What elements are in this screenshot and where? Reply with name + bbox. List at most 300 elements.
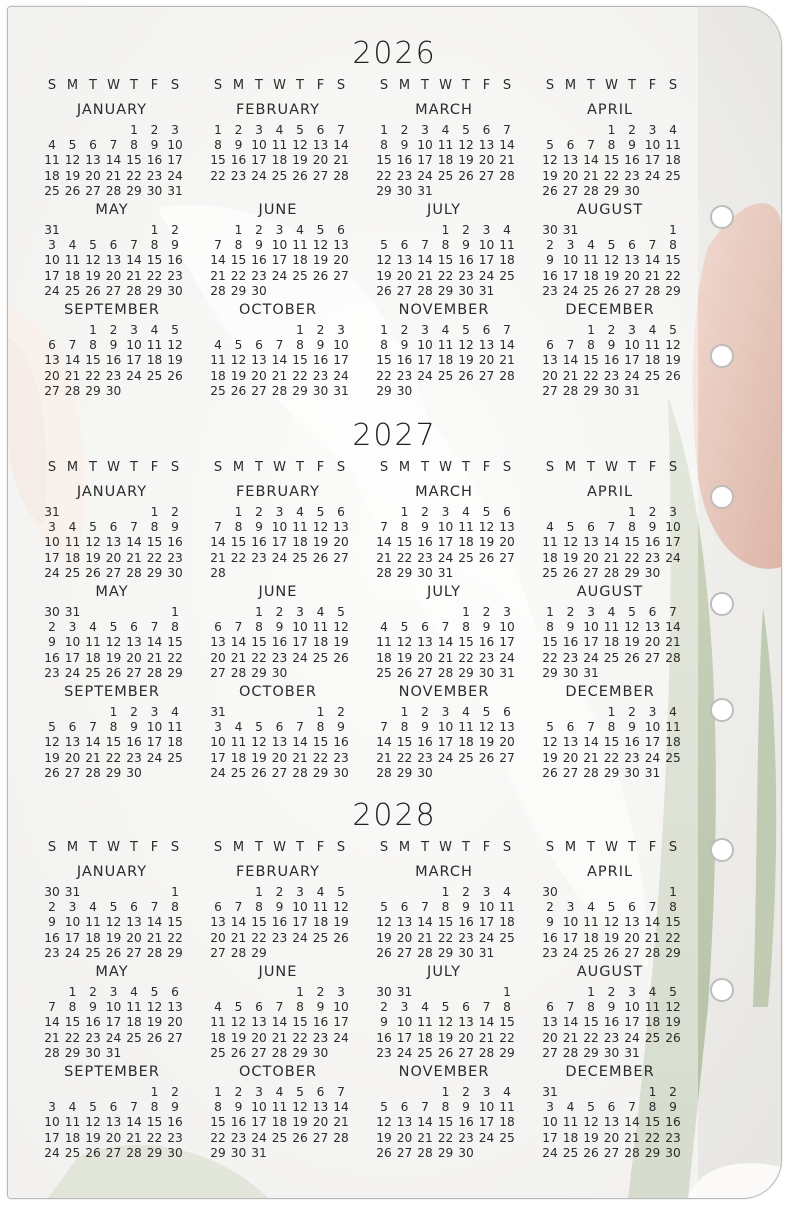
day-number: 25 (210, 383, 226, 398)
day-number: 20 (85, 168, 101, 183)
day-number: 26 (292, 168, 308, 183)
day-number: 19 (312, 535, 329, 550)
day-number: 15 (603, 153, 620, 168)
day-number: 2 (150, 123, 159, 137)
day-number: 30 (167, 565, 183, 580)
weekday-letter: F (648, 460, 657, 475)
day-number: 15 (167, 635, 183, 650)
day-number: 5 (89, 238, 97, 253)
day-number: 19 (665, 353, 681, 368)
day-number: 11 (85, 915, 101, 930)
day-number: 31 (64, 605, 81, 619)
day-number: 23 (167, 550, 183, 565)
day-number: 21 (583, 168, 599, 183)
day-number: 21 (230, 650, 247, 665)
day-number: 27 (624, 945, 640, 960)
day-number: 15 (583, 1015, 599, 1030)
day-number: 24 (271, 268, 288, 283)
day-number: 14 (44, 1015, 60, 1030)
day-number: 17 (271, 535, 288, 550)
day-number: 14 (583, 153, 599, 168)
day-number: 2 (48, 900, 56, 915)
day-number: 15 (146, 253, 163, 268)
day-number: 31 (105, 1045, 122, 1060)
day-number: 13 (105, 535, 122, 550)
day-number: 20 (542, 368, 558, 383)
day-number: 23 (251, 268, 267, 283)
day-number: 5 (150, 985, 159, 999)
day-number: 22 (437, 930, 454, 945)
day-number: 16 (376, 1030, 392, 1045)
day-number: 19 (333, 635, 349, 650)
day-number: 28 (603, 565, 620, 580)
weekday-letter: T (628, 460, 636, 475)
day-number: 24 (478, 1130, 495, 1145)
day-number: 28 (44, 1045, 60, 1060)
day-number: 6 (400, 238, 409, 253)
day-number: 4 (648, 985, 657, 999)
day-number: 8 (150, 520, 159, 535)
day-number: 26 (312, 550, 329, 565)
day-number: 13 (167, 1000, 183, 1015)
day-number: 12 (230, 353, 247, 368)
day-number: 24 (271, 550, 288, 565)
day-number: 10 (251, 1100, 267, 1115)
weekday-letter: F (648, 78, 657, 93)
day-number: 30 (417, 565, 433, 580)
day-number: 28 (583, 183, 599, 198)
day-number: 12 (167, 338, 183, 353)
day-number: 17 (437, 535, 454, 550)
day-number: 4 (462, 505, 470, 519)
month-name: FEBRUARY (235, 864, 321, 880)
weekday-letter: S (379, 78, 389, 93)
day-number: 5 (234, 338, 243, 353)
day-number: 17 (333, 353, 349, 368)
day-number: 27 (105, 565, 122, 580)
day-number: 11 (499, 900, 515, 915)
day-number: 7 (275, 1000, 284, 1015)
day-number: 7 (380, 720, 388, 735)
day-number: 31 (437, 565, 454, 580)
day-number: 17 (644, 153, 661, 168)
day-number: 8 (669, 238, 677, 253)
day-number: 17 (478, 1115, 495, 1130)
day-number: 14 (665, 620, 681, 635)
day-number: 18 (437, 153, 454, 168)
day-number: 22 (542, 650, 558, 665)
day-number: 22 (292, 1030, 308, 1045)
day-number: 5 (296, 123, 304, 137)
month-name: OCTOBER (239, 1064, 317, 1080)
weekday-letter: M (564, 840, 577, 855)
day-number: 15 (251, 915, 267, 930)
day-number: 18 (417, 1030, 433, 1045)
day-number: 23 (458, 1130, 474, 1145)
day-number: 30 (417, 765, 433, 780)
day-number: 21 (44, 1030, 60, 1045)
day-number: 27 (210, 945, 226, 960)
day-number: 24 (624, 368, 640, 383)
day-number: 10 (665, 520, 681, 535)
day-number: 8 (255, 900, 263, 915)
day-number: 2 (546, 900, 554, 915)
day-number: 10 (126, 338, 142, 353)
day-number: 18 (271, 153, 288, 168)
day-number: 10 (44, 1115, 60, 1130)
day-number: 5 (441, 1000, 450, 1015)
day-number: 22 (376, 368, 392, 383)
day-number: 13 (64, 735, 81, 750)
day-number: 2 (648, 505, 657, 519)
day-number: 12 (542, 735, 558, 750)
month-name: JANUARY (76, 102, 148, 118)
day-number: 12 (333, 900, 349, 915)
day-number: 13 (562, 735, 579, 750)
day-number: 3 (400, 1000, 409, 1015)
month-name: APRIL (586, 864, 634, 880)
day-number: 9 (462, 1100, 470, 1115)
day-number: 26 (230, 383, 247, 398)
day-number: 24 (644, 750, 661, 765)
day-number: 6 (48, 338, 56, 353)
day-number: 29 (126, 183, 142, 198)
year-title: 2026 (352, 36, 437, 71)
day-number: 9 (234, 1100, 243, 1115)
day-number: 8 (441, 1100, 450, 1115)
day-number: 17 (251, 1115, 267, 1130)
day-number: 31 (333, 383, 349, 398)
day-number: 26 (603, 945, 620, 960)
weekday-letter: T (462, 78, 470, 93)
day-number: 9 (462, 900, 470, 915)
day-number: 4 (68, 520, 77, 535)
day-number: 2 (380, 1000, 388, 1015)
day-number: 16 (478, 635, 495, 650)
day-number: 4 (275, 123, 284, 137)
day-number: 15 (603, 735, 620, 750)
day-number: 20 (271, 750, 288, 765)
weekday-letter: S (213, 460, 223, 475)
day-number: 12 (292, 138, 308, 153)
day-number: 24 (167, 168, 183, 183)
month-name: SEPTEMBER (64, 302, 160, 318)
day-number: 6 (109, 1100, 118, 1115)
day-number: 8 (234, 520, 243, 535)
day-number: 4 (296, 223, 304, 237)
day-number: 28 (437, 665, 454, 680)
day-number: 28 (271, 1045, 288, 1060)
day-number: 6 (648, 605, 657, 619)
day-number: 20 (105, 1130, 122, 1145)
day-number: 3 (48, 1100, 56, 1115)
day-number: 2 (628, 123, 636, 137)
day-number: 16 (458, 253, 474, 268)
day-number: 11 (376, 635, 392, 650)
day-number: 7 (380, 520, 388, 535)
month-name: MARCH (415, 864, 473, 880)
day-number: 15 (437, 1115, 454, 1130)
day-number: 15 (230, 535, 247, 550)
day-number: 12 (562, 535, 579, 550)
day-number: 21 (478, 1030, 495, 1045)
day-number: 8 (109, 720, 118, 735)
day-number: 3 (171, 123, 179, 137)
day-number: 4 (234, 720, 243, 735)
weekday-letter: S (545, 840, 555, 855)
day-number: 8 (214, 1100, 222, 1115)
day-number: 15 (85, 353, 101, 368)
day-number: 9 (482, 620, 491, 635)
day-number: 25 (542, 565, 558, 580)
day-number: 17 (44, 268, 60, 283)
day-number: 19 (376, 930, 392, 945)
day-number: 30 (478, 665, 495, 680)
day-number: 29 (105, 765, 122, 780)
day-number: 30 (542, 885, 558, 899)
day-number: 23 (542, 283, 558, 298)
day-number: 19 (64, 168, 81, 183)
day-number: 13 (44, 353, 60, 368)
day-number: 10 (146, 720, 163, 735)
day-number: 20 (251, 368, 267, 383)
day-number: 3 (275, 223, 284, 237)
day-number: 30 (167, 283, 183, 298)
day-number: 21 (417, 268, 433, 283)
day-number: 10 (292, 620, 308, 635)
day-number: 5 (380, 238, 388, 253)
day-number: 28 (665, 650, 681, 665)
day-number: 8 (628, 520, 636, 535)
weekday-letter: S (336, 840, 346, 855)
day-number: 6 (316, 123, 325, 137)
day-number: 11 (665, 720, 681, 735)
day-number: 17 (64, 930, 81, 945)
weekday-letter: M (66, 840, 79, 855)
month-name: AUGUST (576, 202, 644, 218)
day-number: 4 (68, 238, 77, 253)
day-number: 30 (251, 283, 267, 298)
day-number: 18 (583, 268, 599, 283)
day-number: 15 (146, 1115, 163, 1130)
day-number: 4 (214, 1000, 222, 1015)
day-number: 10 (292, 900, 308, 915)
day-number: 3 (255, 123, 263, 137)
day-number: 26 (85, 565, 101, 580)
day-number: 13 (644, 620, 661, 635)
day-number: 8 (150, 238, 159, 253)
day-number: 18 (64, 1130, 81, 1145)
day-number: 27 (271, 765, 288, 780)
day-number: 22 (376, 168, 392, 183)
day-number: 21 (64, 368, 81, 383)
day-number: 13 (333, 238, 349, 253)
day-number: 16 (542, 268, 558, 283)
day-number: 29 (437, 1145, 454, 1160)
day-number: 8 (607, 720, 616, 735)
month-name: DECEMBER (565, 1064, 655, 1080)
day-number: 5 (546, 720, 554, 735)
day-number: 28 (583, 765, 599, 780)
day-number: 11 (312, 620, 329, 635)
day-number: 10 (64, 635, 81, 650)
day-number: 13 (210, 915, 226, 930)
day-number: 28 (376, 765, 392, 780)
day-number: 4 (441, 323, 450, 337)
day-number: 27 (396, 945, 413, 960)
weekday-letter: M (232, 840, 245, 855)
day-number: 12 (64, 153, 81, 168)
day-number: 10 (478, 1100, 495, 1115)
day-number: 7 (234, 900, 243, 915)
day-number: 28 (85, 765, 101, 780)
day-number: 26 (478, 550, 495, 565)
day-number: 26 (44, 765, 60, 780)
day-number: 2 (669, 1085, 677, 1099)
day-number: 10 (562, 253, 579, 268)
day-number: 8 (89, 338, 97, 353)
day-number: 7 (337, 1085, 345, 1099)
day-number: 23 (417, 550, 433, 565)
day-number: 25 (292, 268, 308, 283)
weekday-letter: T (255, 78, 263, 93)
day-number: 4 (68, 1100, 77, 1115)
day-number: 6 (171, 985, 179, 999)
weekday-letter: M (398, 840, 411, 855)
day-number: 2 (255, 505, 263, 519)
day-number: 9 (171, 238, 179, 253)
day-number: 11 (210, 353, 226, 368)
day-number: 4 (130, 985, 138, 999)
day-number: 15 (312, 735, 329, 750)
day-number: 29 (146, 1145, 163, 1160)
day-number: 22 (167, 930, 183, 945)
day-number: 21 (210, 268, 226, 283)
month-name: OCTOBER (239, 684, 317, 700)
day-number: 22 (437, 1130, 454, 1145)
day-number: 27 (312, 1130, 329, 1145)
day-number: 31 (167, 183, 183, 198)
weekday-letter: T (130, 460, 138, 475)
day-number: 6 (482, 323, 491, 337)
day-number: 1 (587, 985, 595, 999)
day-number: 7 (421, 238, 429, 253)
day-number: 23 (478, 650, 495, 665)
day-number: 5 (462, 123, 470, 137)
day-number: 11 (603, 620, 620, 635)
day-number: 15 (126, 153, 142, 168)
day-number: 21 (230, 930, 247, 945)
day-number: 11 (312, 900, 329, 915)
day-number: 12 (603, 915, 620, 930)
day-number: 30 (542, 223, 558, 237)
day-number: 9 (607, 338, 616, 353)
day-number: 26 (333, 930, 349, 945)
day-number: 17 (210, 750, 226, 765)
day-number: 12 (85, 535, 101, 550)
day-number: 15 (210, 1115, 226, 1130)
month-name: JULY (427, 584, 461, 600)
day-number: 29 (396, 565, 413, 580)
day-number: 23 (396, 368, 413, 383)
day-number: 28 (644, 283, 661, 298)
day-number: 31 (417, 183, 433, 198)
day-number: 9 (275, 900, 284, 915)
day-number: 14 (210, 535, 226, 550)
day-number: 30 (167, 1145, 183, 1160)
day-number: 29 (437, 945, 454, 960)
weekday-letter: S (170, 460, 180, 475)
day-number: 5 (337, 605, 345, 619)
day-number: 16 (417, 735, 433, 750)
day-number: 22 (146, 550, 163, 565)
day-number: 20 (624, 268, 640, 283)
year-title: 2027 (352, 418, 437, 453)
day-number: 11 (64, 253, 81, 268)
day-number: 26 (542, 765, 558, 780)
day-number: 23 (167, 1130, 183, 1145)
day-number: 14 (105, 153, 122, 168)
weekday-letter: S (336, 78, 346, 93)
weekday-letter: W (107, 840, 120, 855)
day-number: 2 (89, 985, 97, 999)
day-number: 16 (105, 353, 122, 368)
day-number: 30 (44, 885, 60, 899)
month-name: JULY (427, 202, 461, 218)
day-number: 7 (421, 1100, 429, 1115)
day-number: 7 (669, 605, 677, 619)
day-number: 15 (644, 1115, 661, 1130)
day-number: 22 (64, 1030, 81, 1045)
day-number: 27 (126, 665, 142, 680)
day-number: 31 (396, 985, 413, 999)
day-number: 20 (333, 535, 349, 550)
weekday-letter: S (668, 78, 678, 93)
day-number: 19 (85, 1130, 101, 1145)
day-number: 22 (499, 1030, 515, 1045)
day-number: 11 (85, 635, 101, 650)
day-number: 10 (437, 720, 454, 735)
day-number: 20 (312, 1115, 329, 1130)
day-number: 12 (583, 1115, 599, 1130)
day-number: 25 (499, 930, 515, 945)
day-number: 7 (587, 138, 595, 153)
weekday-letter: M (398, 78, 411, 93)
day-number: 13 (126, 915, 142, 930)
weekday-letter: T (421, 78, 429, 93)
day-number: 12 (85, 253, 101, 268)
day-number: 4 (587, 238, 595, 253)
day-number: 29 (230, 283, 247, 298)
day-number: 26 (583, 1145, 599, 1160)
day-number: 2 (255, 223, 263, 237)
weekday-letter: S (379, 460, 389, 475)
day-number: 13 (85, 153, 101, 168)
weekday-letter: W (107, 460, 120, 475)
day-number: 11 (271, 1100, 288, 1115)
month-name: APRIL (586, 484, 634, 500)
day-number: 29 (292, 383, 308, 398)
day-number: 4 (171, 705, 179, 719)
day-number: 12 (230, 1015, 247, 1030)
day-number: 2 (462, 885, 470, 899)
day-number: 30 (44, 605, 60, 619)
weekday-letter: F (482, 840, 491, 855)
day-number: 5 (48, 720, 56, 735)
day-number: 29 (542, 665, 558, 680)
weekday-letter: S (336, 460, 346, 475)
day-number: 14 (230, 635, 247, 650)
